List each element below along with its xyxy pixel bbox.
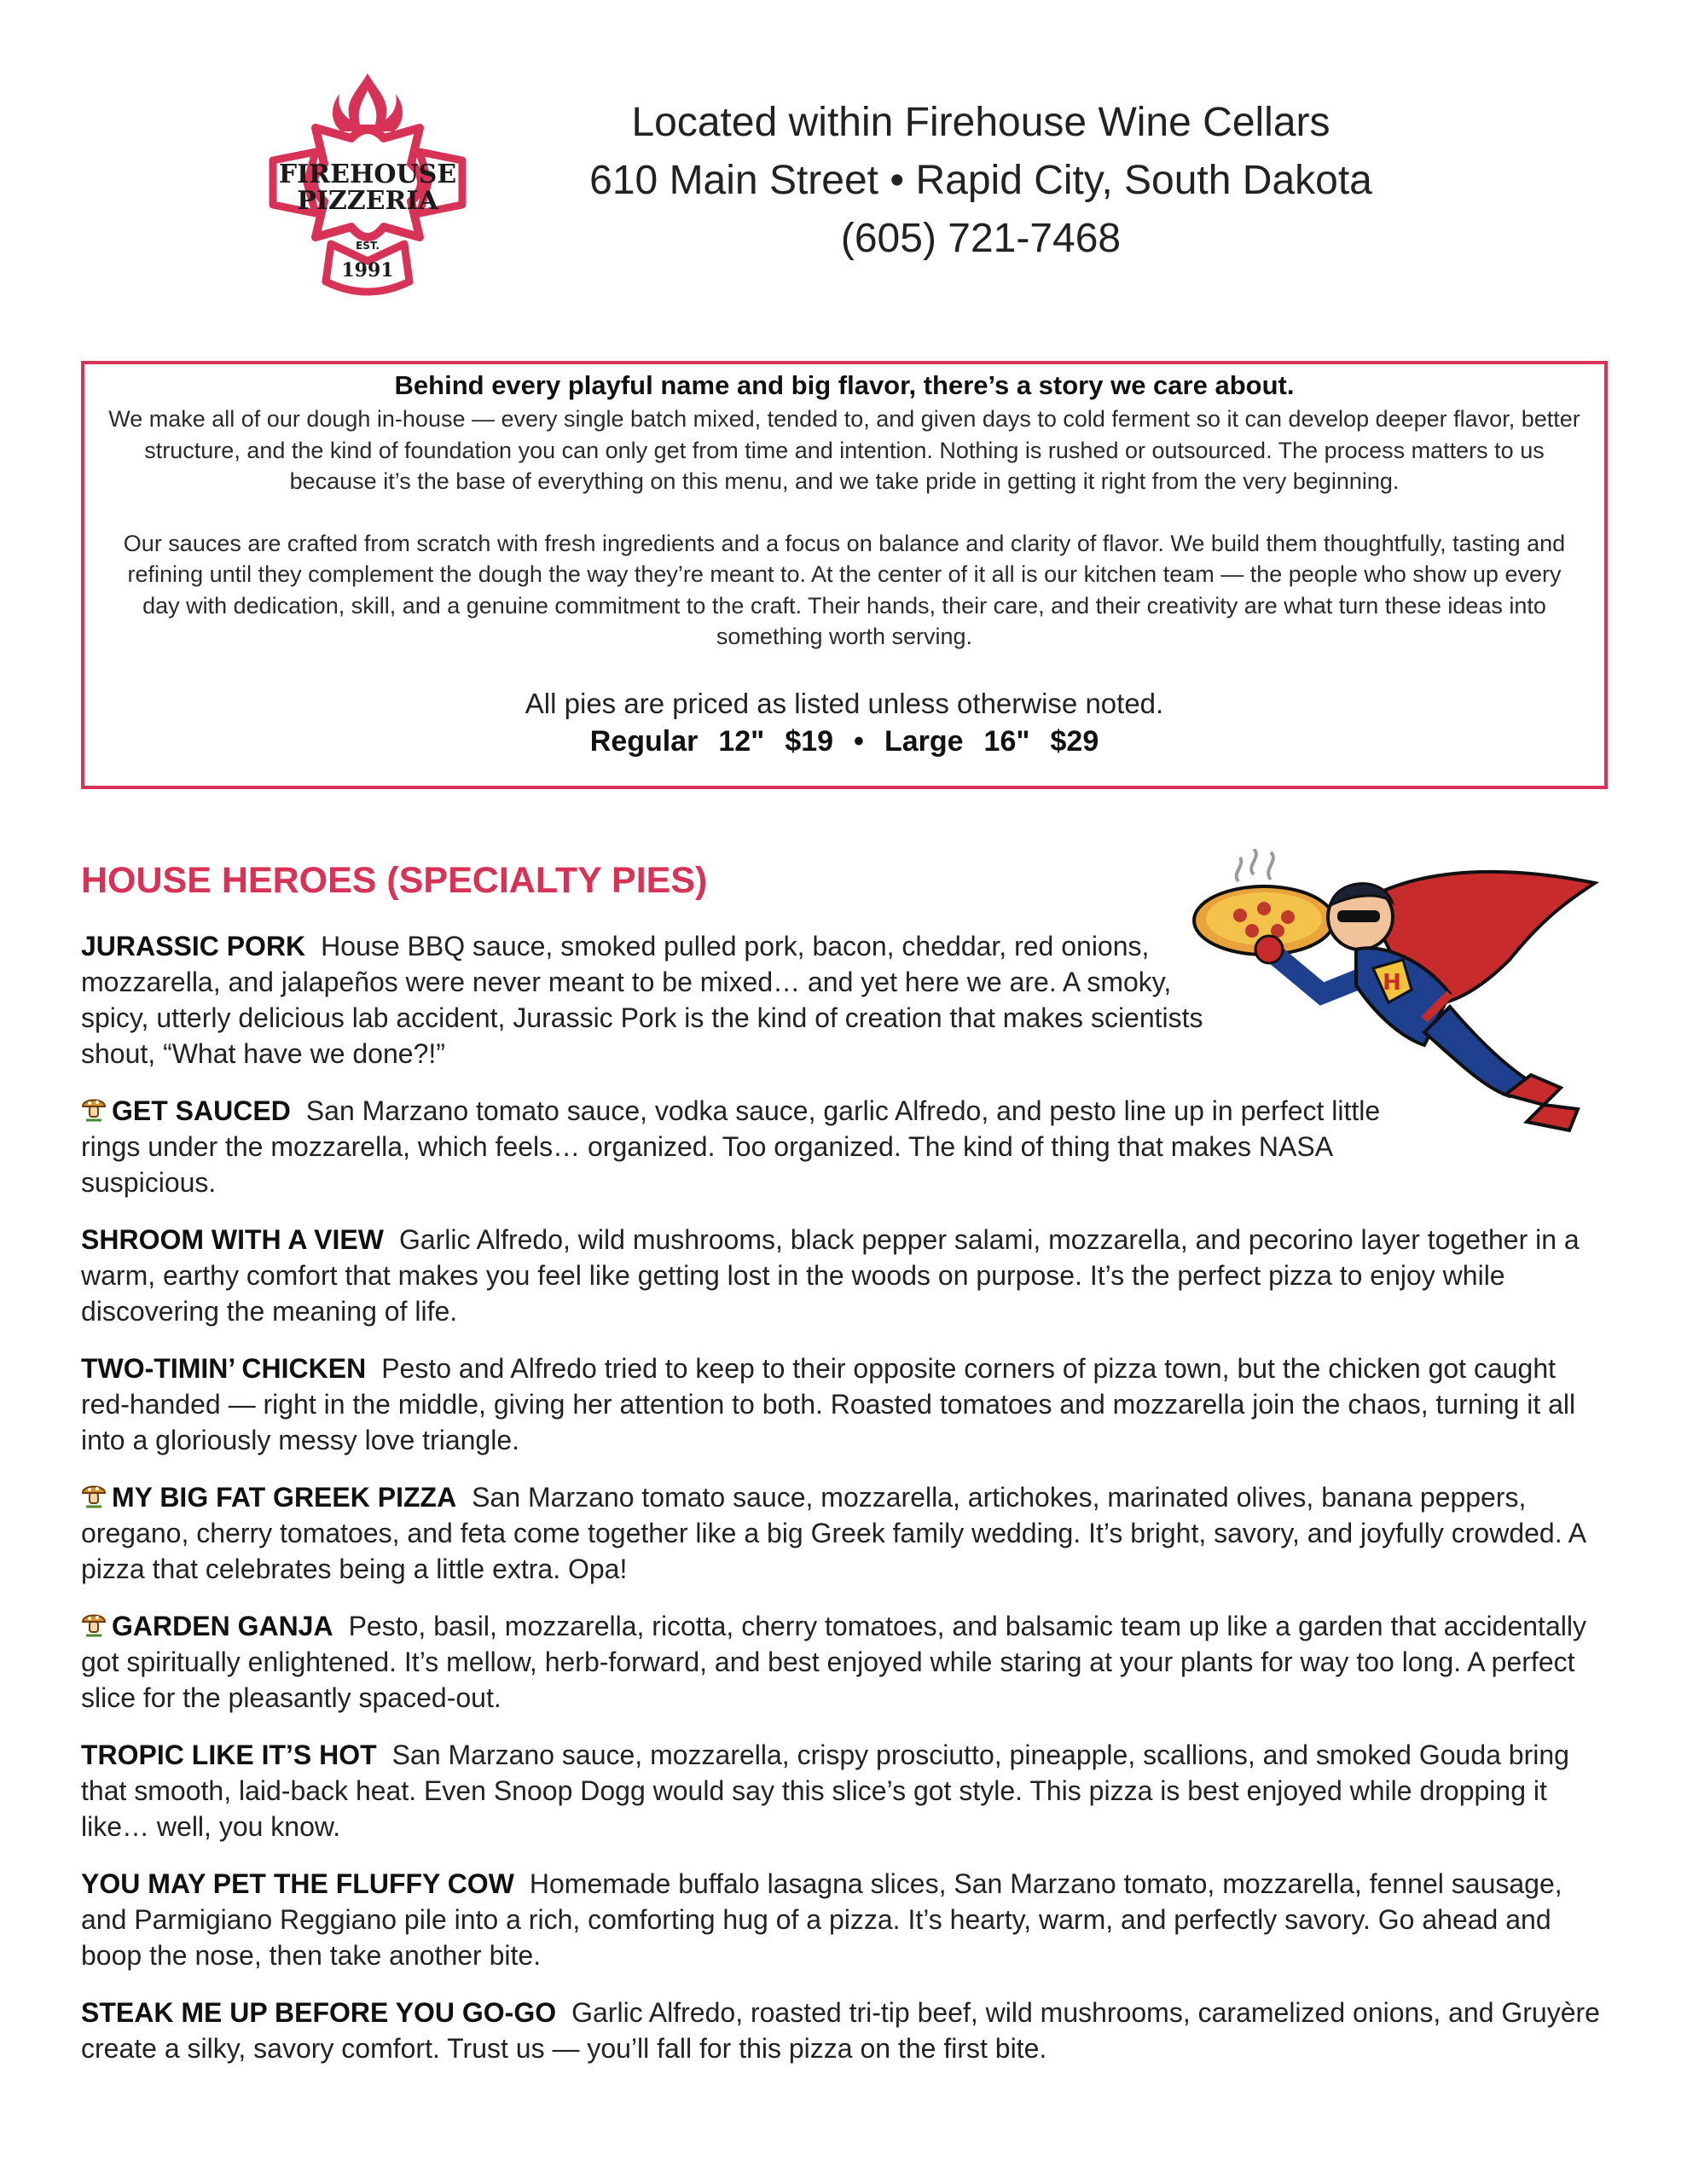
pricing-line	[107, 723, 1582, 760]
mushroom-icon	[81, 1095, 107, 1124]
svg-text:H: H	[1383, 970, 1401, 996]
menu-item	[81, 1995, 1608, 2066]
pricing-note: All pies are priced as listed unless otherwise noted.	[525, 687, 1164, 719]
item-description: San Marzano tomato sauce, vodka sauce, garlic Alfredo, and pesto line up in perfect little rings under the mozzarella, which feels… organized. Too organized. The kind of thing that makes NASA suspicious.	[81, 1095, 1381, 1198]
item-name: YOU MAY PET THE FLUFFY COW	[81, 1868, 514, 1899]
item-name: STEAK ME UP BEFORE YOU GO-GO	[81, 1997, 557, 2028]
story-box	[81, 361, 1608, 789]
large-price: $29	[1050, 724, 1099, 758]
large-size: 16"	[983, 724, 1030, 758]
story-paragraph-1: We make all of our dough in-house — every single batch mixed, tended to, and given days to cold ferment so it can develop deeper flavor, better structure, and the kind of foundation you can only get from time and intention. Nothing is rushed or outsourced. The process matters to us because it’s the base of everything on this menu, and we take pride in getting it right from the very beginning.	[108, 406, 1580, 494]
item-name: MY BIG FAT GREEK PIZZA	[112, 1482, 457, 1513]
firehouse-pizzeria-logo	[256, 68, 479, 307]
large-label: Large	[884, 724, 964, 758]
menu-item	[81, 928, 1224, 1072]
location-line: Located within Firehouse Wine Cellars	[631, 100, 1330, 145]
price-separator: •	[854, 724, 864, 758]
regular-label: Regular	[589, 724, 699, 758]
mushroom-icon	[81, 1610, 107, 1639]
logo-name-line1: FIREHOUSE	[278, 160, 457, 189]
section-title: HOUSE HEROES (SPECIALTY PIES)	[81, 860, 708, 901]
menu-item	[81, 1222, 1608, 1329]
menu-item	[81, 1479, 1608, 1587]
logo-name-line2: PIZZERIA	[297, 186, 438, 216]
logo-est-label: EST.	[356, 240, 380, 252]
address-line: 610 Main Street • Rapid City, South Dakota	[589, 158, 1372, 203]
item-description: House BBQ sauce, smoked pulled pork, bacon, cheddar, red onions, mozzarella, and jalapeños were never meant to be mixed… and yet here we are. A smoky, spicy, utterly delicious lab accident, Jurassic Pork is the kind of creation that makes scientists shout, “What have we done?!”	[81, 931, 1203, 1069]
story-title: Behind every playful name and big flavor, there’s a story we care about.	[394, 370, 1295, 400]
header-info	[478, 94, 1484, 268]
item-name: SHROOM WITH A VIEW	[81, 1224, 384, 1255]
item-name: TWO-TIMIN’ CHICKEN	[81, 1353, 367, 1384]
item-name: GARDEN GANJA	[112, 1611, 333, 1641]
menu-list	[81, 928, 1608, 2088]
phone-number: (605) 721-7468	[840, 216, 1122, 261]
item-description: San Marzano sauce, mozzarella, crispy prosciutto, pineapple, scallions, and smoked Gouda bring that smooth, laid-back heat. Even Snoop Dogg would say this slice’s got style. This pizza is best enjoyed while dropping it like… well, you know.	[81, 1740, 1569, 1842]
item-description: Garlic Alfredo, wild mushrooms, black pepper salami, mozzarella, and pecorino layer together in a warm, earthy comfort that makes you feel like getting lost in the woods on purpose. It’s the perfect pizza to enjoy while discovering the meaning of life.	[81, 1224, 1580, 1327]
item-description: Pesto, basil, mozzarella, ricotta, cherry tomatoes, and balsamic team up like a garden that accidentally got spiritually enlightened. It’s mellow, herb-forward, and best enjoyed while staring at your plants for way too long. A perfect slice for the pleasantly spaced-out.	[81, 1611, 1586, 1713]
item-name: TROPIC LIKE IT’S HOT	[81, 1740, 377, 1770]
item-description: San Marzano tomato sauce, mozzarella, artichokes, marinated olives, banana peppers, oregano, cherry tomatoes, and feta come together like a big Greek family wedding. It’s bright, savory, and joyfully crowded. A pizza that celebrates being a little extra. Opa!	[81, 1482, 1586, 1584]
item-description: Pesto and Alfredo tried to keep to their opposite corners of pizza town, but the chicken got caught red-handed — right in the middle, giving her attention to both. Roasted tomatoes and mozzarella join the chaos, turning it all into a gloriously messy love triangle.	[81, 1353, 1576, 1455]
menu-item	[81, 1350, 1608, 1458]
menu-item	[81, 1093, 1403, 1200]
item-name: JURASSIC PORK	[81, 931, 306, 961]
item-description: Garlic Alfredo, roasted tri-tip beef, wild mushrooms, caramelized onions, and Gruyère create a silky, savory comfort. Trust us — you’ll fall for this pizza on the first bite.	[81, 1997, 1600, 2064]
menu-item	[81, 1866, 1608, 1973]
logo-est-year: 1991	[341, 259, 394, 282]
story-paragraph-2: Our sauces are crafted from scratch with fresh ingredients and a focus on balance and clarity of flavor. We build them thoughtfully, tasting and refining until they complement the dough the way they’re meant to. At the center of it all is our kitchen team — the people who show up every day with dedication, skill, and a genuine commitment to the craft. Their hands, their care, and their creativity are what turn these ideas into something worth serving.	[123, 530, 1566, 649]
mushroom-icon	[81, 1481, 107, 1510]
menu-item	[81, 1737, 1608, 1844]
regular-price: $19	[785, 724, 834, 758]
menu-item	[81, 1608, 1608, 1716]
item-description: Homemade buffalo lasagna slices, San Marzano tomato, mozzarella, fennel sausage, and Parmigiano Reggiano pile into a rich, comforting hug of a pizza. It’s hearty, warm, and perfectly savory. Go ahead and boop the nose, then take another bite.	[81, 1868, 1562, 1971]
item-name: GET SAUCED	[112, 1095, 291, 1126]
regular-size: 12"	[718, 724, 765, 758]
